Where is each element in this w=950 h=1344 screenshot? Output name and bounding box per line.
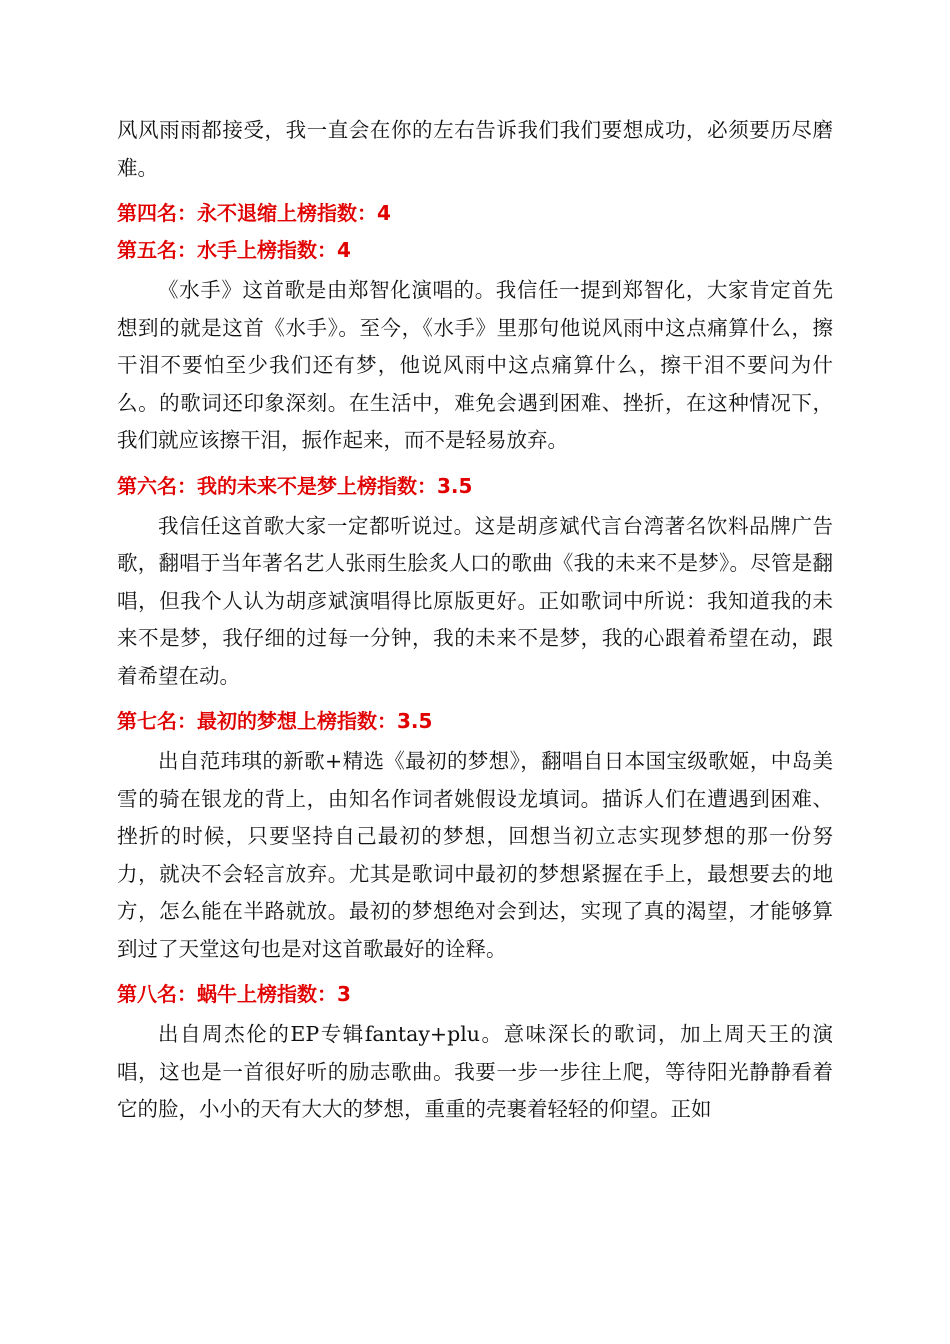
- paragraph: 出自范玮琪的新歌+精选《最初的梦想》，翻唱自日本国宝级歌姬，中岛美雪的骑在银龙的背上，由知名作词者姚假设龙填词。描诉人们在遭遇到困难、挫折的时候，只要坚持自己最初的梦想，回想当初立志实现梦想的那一份努力，就决不会轻言放弃。尤其是歌词中最初的梦想紧握在手上，最想要去的地方，怎么能在半路就放。最初的梦想绝对会到达，实现了真的渴望，才能够算到过了天堂这句也是对这首歌最好的诠释。: [117, 749, 833, 961]
- ranking-heading: 第七名：最初的梦想上榜指数：3.5: [117, 709, 433, 733]
- ranking-heading: 第四名：永不退缩上榜指数：4: [117, 201, 391, 225]
- document-page: [117, 112, 833, 1129]
- paragraph: 我信任这首歌大家一定都听说过。这是胡彦斌代言台湾著名饮料品牌广告歌，翻唱于当年著名艺人张雨生脍炙人口的歌曲《我的未来不是梦》。尽管是翻唱，但我个人认为胡彦斌演唱得比原版更好。正如歌词中所说：我知道我的未来不是梦，我仔细的过每一分钟，我的未来不是梦，我的心跟着希望在动，跟着希望在动。: [117, 513, 833, 688]
- ranking-heading: 第六名：我的未来不是梦上榜指数：3.5: [117, 473, 473, 498]
- ranking-heading: 第五名：水手上榜指数：4: [117, 238, 351, 262]
- paragraph: 出自周杰伦的EP专辑fantay+plu。意味深长的歌词，加上周天王的演唱，这也是一首很好听的励志歌曲。我要一步一步往上爬，等待阳光静静看着它的脸，小小的天有大大的梦想，重重的壳裹着轻轻的仰望。正如: [117, 1022, 833, 1121]
- ranking-heading: 第八名：蜗牛上榜指数：3: [117, 982, 351, 1006]
- paragraph: 风风雨雨都接受，我一直会在你的左右告诉我们我们要想成功，必须要历尽磨难。: [117, 118, 833, 180]
- paragraph: 《水手》这首歌是由郑智化演唱的。我信任一提到郑智化，大家肯定首先想到的就是这首《水手》。至今，《水手》里那句他说风雨中这点痛算什么，擦干泪不要怕至少我们还有梦，他说风雨中这点痛算什么，擦干泪不要问为什么。的歌词还印象深刻。在生活中，难免会遇到困难、挫折，在这种情况下，我们就应该擦干泪，振作起来，而不是轻易放弃。: [117, 278, 833, 452]
